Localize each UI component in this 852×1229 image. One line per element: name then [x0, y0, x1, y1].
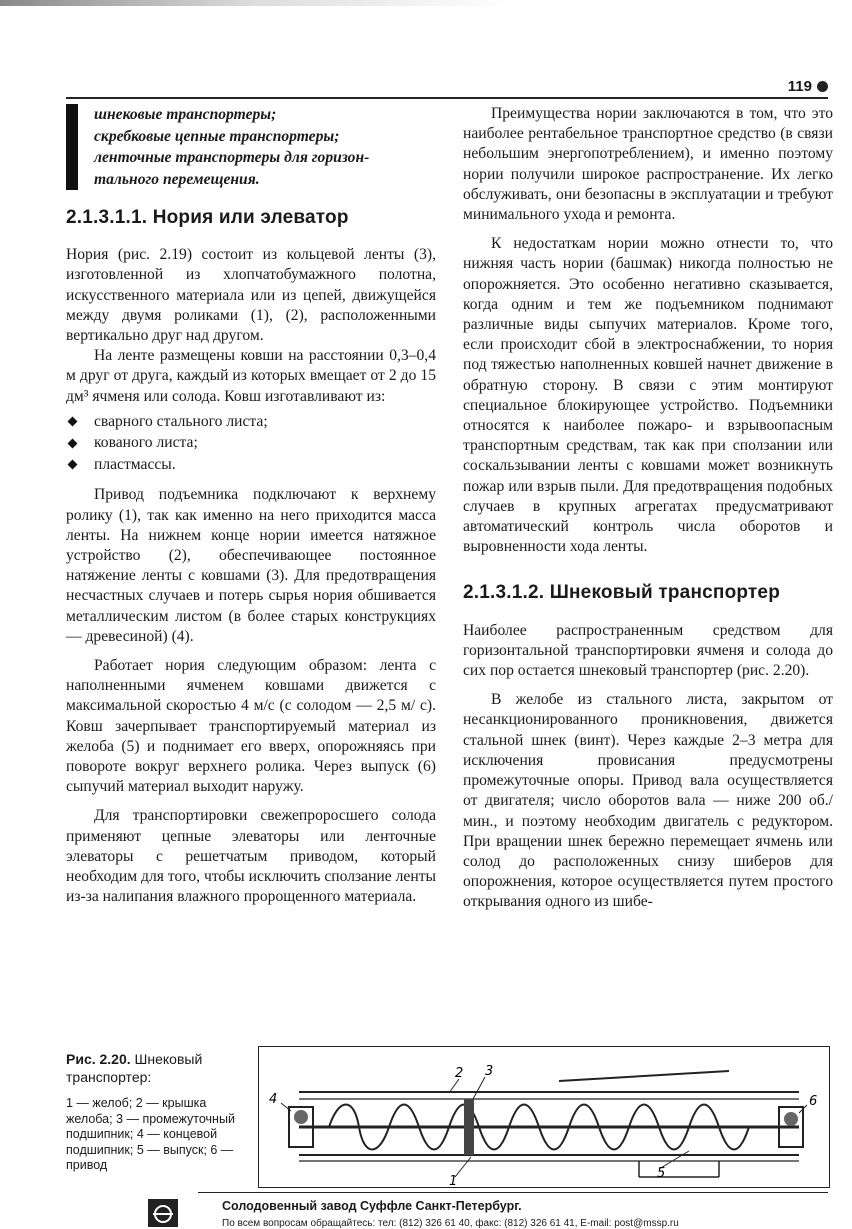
right-column: [463, 104, 833, 913]
callout-line: тального перемещения.: [94, 170, 260, 188]
figure-label: Рис. 2.20.: [66, 1051, 131, 1067]
figure-legend: 1 — желоб; 2 — крышка желоба; 3 — промежуточный подшипник; 4 — концевой подшипник; 5 — выпуск; 6 — привод: [66, 1096, 235, 1172]
scan-edge: [0, 0, 852, 6]
callout-line: шнековые транспортеры;: [94, 106, 277, 123]
header-rule: [66, 97, 828, 99]
label-3: 3: [485, 1064, 494, 1079]
figure-title: Шнековый транспортер:: [66, 1051, 203, 1085]
paragraph: Нория (рис. 2.19) состоит из кольцевой ленты (3), изготовленной из хлопчатобумажного полотна, искусственного материала или из цепей, движущейся между двумя роликами (1), (2), расположенными вертикально друг над другом.: [66, 246, 436, 345]
bullet-diamond-icon: [68, 438, 78, 448]
callout-line: ленточные транспортеры для горизон-: [94, 149, 370, 166]
footer-title: Солодовенный завод Суффле Санкт-Петербург.: [222, 1199, 522, 1213]
paragraph: Преимущества нории заключаются в том, что это наиболее рентабельное транспортное средство (в связи небольшим энергопотреблением), и именно поэтому нории получили широкое распространение. Их легко обслуживать, они безопасны в эксплуатации и требуют минимального ухода и ремонта.: [463, 105, 833, 224]
page-number-text: 119: [787, 78, 812, 95]
screw-conveyor-drawing: [259, 1047, 829, 1187]
bullet-list: [66, 411, 436, 476]
section-heading-screw: 2.1.3.1.2. Шнековый транспортер: [463, 582, 781, 604]
page-number-dot: [817, 81, 828, 92]
callout-bar: [66, 104, 78, 190]
callout-line: скребковые цепные транспортеры;: [94, 127, 340, 145]
intermediate-bearing: [464, 1099, 474, 1155]
section-heading-noria: 2.1.3.1.1. Нория или элеватор: [66, 207, 349, 228]
paragraph: Привод подъемника подключают к верхнему ролику (1), так как именно на него приходится масса ленты. На нижнем конце нории имеется натяжное устройство (2), обеспечивающее постоянное натяжение ленты с ковшами (3). Для предотвращения несчастных случаев и потерь сырья нория обшивается металлическим листом (в более старых конструкциях — древесиной) (4).: [66, 486, 436, 645]
list-item: пластмассы.: [66, 454, 436, 476]
bullet-diamond-icon: [68, 417, 78, 427]
left-column: [66, 104, 436, 907]
figure-caption: [66, 1050, 236, 1174]
leader-line: [449, 1079, 459, 1093]
label-4: 4: [269, 1092, 278, 1107]
leader-line: [473, 1077, 485, 1099]
callout-list: [66, 104, 436, 190]
label-1: 1: [449, 1174, 458, 1187]
footer-banner: [148, 1196, 852, 1228]
page-number: [788, 78, 828, 95]
paragraph: В желобе из стального листа, закрытом от несанкционированного проникновения, движется стальной шнек (винт). Через каждые 2–3 метра для исключения провисания предусмотрены промежуточные опоры. Привод вала осуществляется от двигателя; число оборотов вала — ниже 200 об./мин., и поэтому необходим двигатель с редуктором. При вращении шнек бережно перемещает ячмень или солод до расположенных снизу шиберов для опорожнения, которое осуществляется путем простого открывания одного из шибе-: [463, 691, 833, 911]
figure-screw-conveyor: [258, 1046, 830, 1188]
malt-plant-logo-icon: [148, 1199, 178, 1227]
list-item: кованого листа;: [66, 432, 436, 454]
paragraph: Работает нория следующим образом: лента с наполненными ячменем ковшами движется с максимальной скоростью 4 м/с (с солодом — 2,5 м/ с). Ковш зачерпывает транспортируемый материал из желоба (5) и поднимает его вверх, опорожняясь при повороте вокруг верхнего ролика. Через выпуск (6) сыпучий материал выходит наружу.: [66, 656, 436, 796]
list-item: сварного стального листа;: [66, 411, 436, 433]
label-6: 6: [809, 1094, 818, 1109]
cover-handle: [559, 1071, 729, 1081]
paragraph: К недостаткам нории можно отнести то, что нижняя часть нории (башмак) никогда полностью не опорожняется. Это особенно негативно сказывается, когда одним и тем же подъемником поднимают различные виды сыпучих материалов. Кроме того, если происходит сбой в электроснабжении, то нория под тяжестью наполненных ковшей начнет движение в обратную сторону. В связи с этим монтируют специальное блокирующее устройство. Подъемники относятся к наиболее пожаро- и взрывоопасным транспортным средствам, так как при сползании или соскальзывании ленты с ковшами может возникнуть пожар или взрыв пыли. Для предотвращения подобных случаев в крупных агрегатах предусматривают автоматический контроль числа оборотов и выровненности хода ленты.: [463, 235, 833, 556]
paragraph: Наиболее распространенным средством для горизонтальной транспортировки ячменя и солода до сих пор остается шнековый транспортер (рис. 2.20).: [463, 621, 833, 680]
paragraph: Для транспортировки свежепроросшего солода применяют цепные элеваторы или ленточные элеваторы с решетчатым приводом, который необходим для того, чтобы исключить сползание ленты из-за налипания влажного пророщенного материала.: [66, 807, 436, 906]
label-2: 2: [455, 1066, 464, 1081]
paragraph: На ленте размещены ковши на расстоянии 0,3–0,4 м друг от друга, каждый из которых вмещает от 2 до 15 дм³ ячменя или солода. Ковш изготавливают из:: [66, 347, 436, 405]
leader-line: [455, 1157, 471, 1177]
footer-contact: По всем вопросам обращайтесь: тел: (812) 326 61 40, факс: (812) 326 61 41, E-mail: post@mssp.ru: [222, 1218, 679, 1229]
label-5: 5: [657, 1166, 666, 1181]
bullet-diamond-icon: [68, 460, 78, 470]
footer-rule: [198, 1192, 828, 1193]
bearing-nut: [784, 1112, 798, 1126]
bearing-nut: [294, 1110, 308, 1124]
